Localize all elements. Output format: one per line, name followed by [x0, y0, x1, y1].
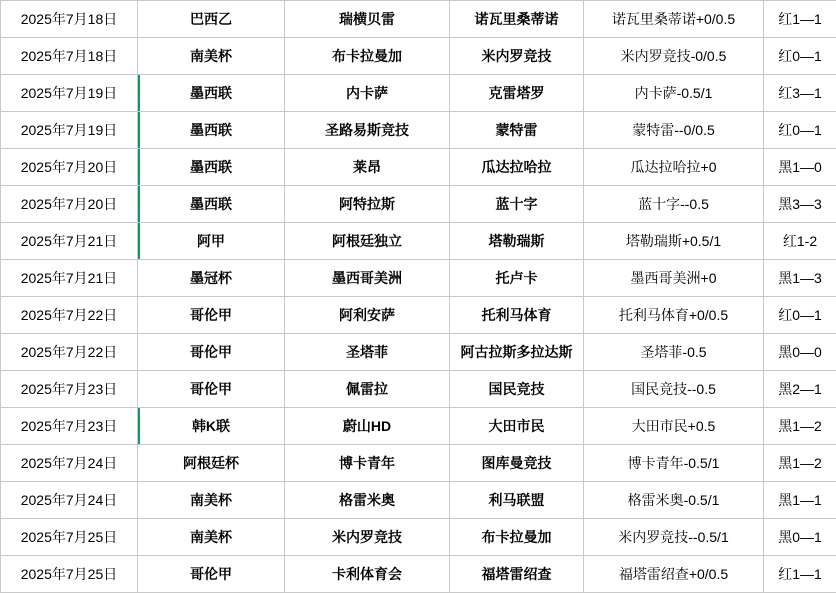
cell-home-team[interactable]: 瑞横贝雷 [285, 1, 450, 38]
table-row[interactable] [1, 38, 836, 75]
table-row[interactable] [1, 1, 836, 38]
cell-home-team[interactable]: 佩雷拉 [285, 371, 450, 408]
cell-league[interactable]: 墨西联 [138, 186, 285, 223]
cell-home-team[interactable]: 阿特拉斯 [285, 186, 450, 223]
cell-league[interactable]: 墨冠杯 [138, 260, 285, 297]
cell-home-team[interactable]: 莱昂 [285, 149, 450, 186]
cell-date[interactable]: 2025年7月19日 [1, 112, 138, 149]
cell-league[interactable]: 墨西联 [138, 112, 285, 149]
cell-result[interactable]: 黑1—2 [764, 445, 836, 482]
cell-away-team[interactable]: 大田市民 [450, 408, 584, 445]
cell-handicap[interactable]: 博卡青年-0.5/1 [584, 445, 764, 482]
cell-home-team[interactable]: 米内罗竞技 [285, 519, 450, 556]
cell-result[interactable]: 黑3—3 [764, 186, 836, 223]
table-row[interactable] [1, 334, 836, 371]
cell-home-team[interactable]: 阿利安萨 [285, 297, 450, 334]
cell-home-team[interactable]: 圣塔菲 [285, 334, 450, 371]
cell-handicap[interactable]: 内卡萨-0.5/1 [584, 75, 764, 112]
cell-date[interactable]: 2025年7月25日 [1, 556, 138, 593]
cell-league[interactable]: 哥伦甲 [138, 334, 285, 371]
cell-result[interactable]: 黑1—3 [764, 260, 836, 297]
table-row[interactable] [1, 223, 836, 260]
cell-away-team[interactable]: 克雷塔罗 [450, 75, 584, 112]
table-row[interactable] [1, 371, 836, 408]
cell-league[interactable]: 南美杯 [138, 482, 285, 519]
cell-league[interactable]: 哥伦甲 [138, 371, 285, 408]
cell-away-team[interactable]: 米内罗竞技 [450, 38, 584, 75]
cell-league[interactable]: 阿甲 [138, 223, 285, 260]
cell-result[interactable]: 红1—1 [764, 1, 836, 38]
cell-date[interactable]: 2025年7月24日 [1, 445, 138, 482]
cell-result[interactable]: 黑0—0 [764, 334, 836, 371]
table-row[interactable] [1, 186, 836, 223]
cell-home-team[interactable]: 墨西哥美洲 [285, 260, 450, 297]
cell-date[interactable]: 2025年7月23日 [1, 408, 138, 445]
cell-date[interactable]: 2025年7月18日 [1, 38, 138, 75]
cell-league[interactable]: 墨西联 [138, 75, 285, 112]
cell-away-team[interactable]: 托利马体育 [450, 297, 584, 334]
cell-result[interactable]: 黑1—0 [764, 149, 836, 186]
cell-league[interactable]: 南美杯 [138, 38, 285, 75]
cell-result-selected[interactable]: 红1—1 [764, 556, 836, 593]
cell-result[interactable]: 红0—1 [764, 112, 836, 149]
cell-away-team[interactable]: 阿古拉斯多拉达斯 [450, 334, 584, 371]
cell-away-team[interactable]: 诺瓦里桑蒂诺 [450, 1, 584, 38]
cell-handicap[interactable]: 蒙特雷--0/0.5 [584, 112, 764, 149]
cell-handicap[interactable]: 瓜达拉哈拉+0 [584, 149, 764, 186]
cell-handicap[interactable]: 米内罗竞技--0.5/1 [584, 519, 764, 556]
cell-result[interactable]: 黑1—1 [764, 482, 836, 519]
cell-home-team[interactable]: 格雷米奥 [285, 482, 450, 519]
table-row[interactable] [1, 75, 836, 112]
cell-result[interactable]: 红0—1 [764, 38, 836, 75]
table-row[interactable] [1, 297, 836, 334]
table-row[interactable] [1, 112, 836, 149]
table-row[interactable] [1, 149, 836, 186]
cell-date[interactable]: 2025年7月22日 [1, 334, 138, 371]
cell-handicap[interactable]: 圣塔菲-0.5 [584, 334, 764, 371]
cell-away-team[interactable]: 布卡拉曼加 [450, 519, 584, 556]
cell-league[interactable]: 阿根廷杯 [138, 445, 285, 482]
cell-away-team[interactable]: 图库曼竞技 [450, 445, 584, 482]
cell-date[interactable]: 2025年7月18日 [1, 1, 138, 38]
cell-home-team[interactable]: 博卡青年 [285, 445, 450, 482]
cell-handicap[interactable]: 国民竞技--0.5 [584, 371, 764, 408]
cell-league[interactable]: 巴西乙 [138, 1, 285, 38]
cell-handicap[interactable]: 福塔雷绍查+0/0.5 [584, 556, 764, 593]
cell-handicap[interactable]: 托利马体育+0/0.5 [584, 297, 764, 334]
cell-home-team[interactable]: 阿根廷独立 [285, 223, 450, 260]
cell-result[interactable]: 黑0—1 [764, 519, 836, 556]
cell-date[interactable]: 2025年7月24日 [1, 482, 138, 519]
cell-away-team[interactable]: 福塔雷绍查 [450, 556, 584, 593]
cell-away-team[interactable]: 蓝十字 [450, 186, 584, 223]
cell-league[interactable]: 哥伦甲 [138, 556, 285, 593]
cell-home-team[interactable]: 圣路易斯竞技 [285, 112, 450, 149]
cell-handicap[interactable]: 格雷米奥-0.5/1 [584, 482, 764, 519]
cell-result[interactable]: 红0—1 [764, 297, 836, 334]
cell-result[interactable]: 黑2—1 [764, 371, 836, 408]
cell-home-team[interactable]: 布卡拉曼加 [285, 38, 450, 75]
cell-league[interactable]: 韩K联 [138, 408, 285, 445]
cell-away-team[interactable]: 塔勒瑞斯 [450, 223, 584, 260]
table-row[interactable] [1, 519, 836, 556]
table-row[interactable] [1, 482, 836, 519]
cell-date[interactable]: 2025年7月25日 [1, 519, 138, 556]
cell-home-team[interactable]: 卡利体育会 [285, 556, 450, 593]
cell-handicap[interactable]: 大田市民+0.5 [584, 408, 764, 445]
cell-date[interactable]: 2025年7月21日 [1, 223, 138, 260]
cell-result[interactable]: 黑1—2 [764, 408, 836, 445]
cell-handicap[interactable]: 塔勒瑞斯+0.5/1 [584, 223, 764, 260]
table-row[interactable] [1, 445, 836, 482]
table-body [1, 1, 836, 593]
cell-league[interactable]: 哥伦甲 [138, 297, 285, 334]
cell-handicap[interactable]: 蓝十字--0.5 [584, 186, 764, 223]
cell-handicap[interactable]: 米内罗竞技-0/0.5 [584, 38, 764, 75]
cell-result[interactable]: 红3—1 [764, 75, 836, 112]
cell-date[interactable]: 2025年7月20日 [1, 149, 138, 186]
cell-home-team[interactable]: 蔚山HD [285, 408, 450, 445]
cell-away-team[interactable]: 蒙特雷 [450, 112, 584, 149]
cell-result[interactable]: 红1-2 [764, 223, 836, 260]
table-row[interactable] [1, 556, 836, 593]
cell-date[interactable]: 2025年7月23日 [1, 371, 138, 408]
table-row[interactable] [1, 260, 836, 297]
cell-date[interactable]: 2025年7月22日 [1, 297, 138, 334]
cell-date[interactable]: 2025年7月19日 [1, 75, 138, 112]
cell-home-team[interactable]: 内卡萨 [285, 75, 450, 112]
table-row[interactable] [1, 408, 836, 445]
cell-away-team[interactable]: 瓜达拉哈拉 [450, 149, 584, 186]
cell-date[interactable]: 2025年7月20日 [1, 186, 138, 223]
cell-date[interactable]: 2025年7月21日 [1, 260, 138, 297]
cell-league[interactable]: 南美杯 [138, 519, 285, 556]
cell-league[interactable]: 墨西联 [138, 149, 285, 186]
cell-away-team[interactable]: 国民竞技 [450, 371, 584, 408]
cell-handicap[interactable]: 诺瓦里桑蒂诺+0/0.5 [584, 1, 764, 38]
cell-away-team[interactable]: 利马联盟 [450, 482, 584, 519]
cell-away-team[interactable]: 托卢卡 [450, 260, 584, 297]
cell-handicap[interactable]: 墨西哥美洲+0 [584, 260, 764, 297]
